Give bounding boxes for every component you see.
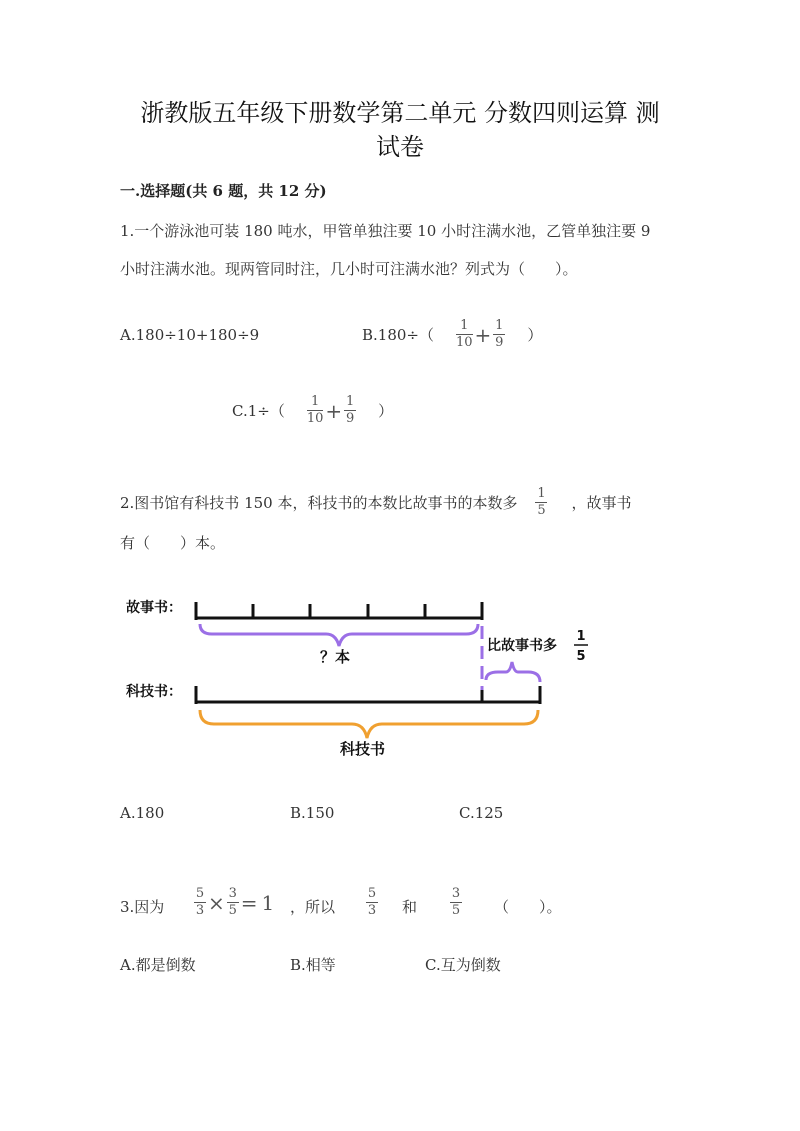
title-line-1: 浙教版五年级下册数学第二单元 分数四则运算 测 [140,99,660,127]
one: 1 [261,890,275,915]
q3-mid: ，所以 [290,898,336,916]
equals-sign: = [240,890,258,915]
q3-suffix: （ ）。 [494,898,562,916]
q1-option-c-suffix: ） [378,402,394,420]
fraction: $\frac{1}{10}$ [456,318,473,350]
q3-prefix: 3.因为 [120,898,165,916]
q3-equation [194,886,276,919]
tech-total-label: 科技书 [340,740,386,758]
extra-brace [486,662,540,682]
story-books-bar [196,602,482,620]
story-question-label: ？本 [320,648,351,666]
q3-and: 和 [402,898,418,916]
q2-line-2: 有（ ）本。 [120,534,226,552]
fraction: $\frac{1}{5}$ [537,486,546,518]
q1-option-c-prefix: C.1÷（ [232,402,285,420]
fraction: $\frac{3}{5}$ [228,886,237,918]
q2-line-1-suffix: ，故事书 [571,494,632,512]
fraction: $\frac{5}{3}$ [367,886,377,918]
more-than-label: 比故事书多 [487,638,557,654]
q1-line-1: 1.一个游泳池可装 180 吨水，甲管单独注要 10 小时注满水池，乙管单独注要 9 [120,222,651,240]
story-books-label: 故事书： [126,600,182,616]
tech-books-label: 科技书： [126,684,182,700]
plus-sign: + [325,398,343,423]
q3-fraction-2 [450,886,462,919]
tech-brace [200,710,538,738]
fraction: $\frac{1}{9}$ [495,318,504,350]
q1-option-b-suffix: ） [527,326,543,344]
fraction: $\frac{1}{9}$ [346,394,355,426]
fraction: $\frac{3}{5}$ [451,886,461,918]
fraction: $\frac{5}{3}$ [195,886,205,918]
story-brace [200,624,478,646]
q2-option-b[interactable]: B.150 [290,804,335,822]
q3-option-a[interactable]: A.都是倒数 [120,956,196,974]
q2-option-a[interactable]: A.180 [120,804,165,822]
q3-option-b[interactable]: B.相等 [290,956,336,974]
q2-option-c[interactable]: C.125 [459,804,504,822]
more-fraction-numerator: 1 [576,629,586,644]
q2-line-1-prefix: 2.图书馆有科技书 150 本，科技书的本数比故事书的本数多 [120,494,518,512]
times-sign: × [208,890,225,915]
more-fraction-denominator: 5 [576,649,586,664]
q1-line-2: 小时注满水池。现两管同时注，几小时可注满水池？列式为（ ）。 [120,260,578,278]
fraction: $\frac{1}{10}$ [306,394,324,426]
q3-option-c[interactable]: C.互为倒数 [425,956,501,974]
section-heading: 一.选择题(共 6 题，共 12 分) [120,182,327,200]
q1-option-b-prefix: B.180÷（ [362,326,434,344]
tech-books-bar [196,686,540,704]
title-line-2: 试卷 [376,133,424,161]
q3-fraction-1 [366,886,378,919]
q1-option-a[interactable]: A.180÷10+180÷9 [120,326,260,344]
plus-sign: + [474,322,492,347]
